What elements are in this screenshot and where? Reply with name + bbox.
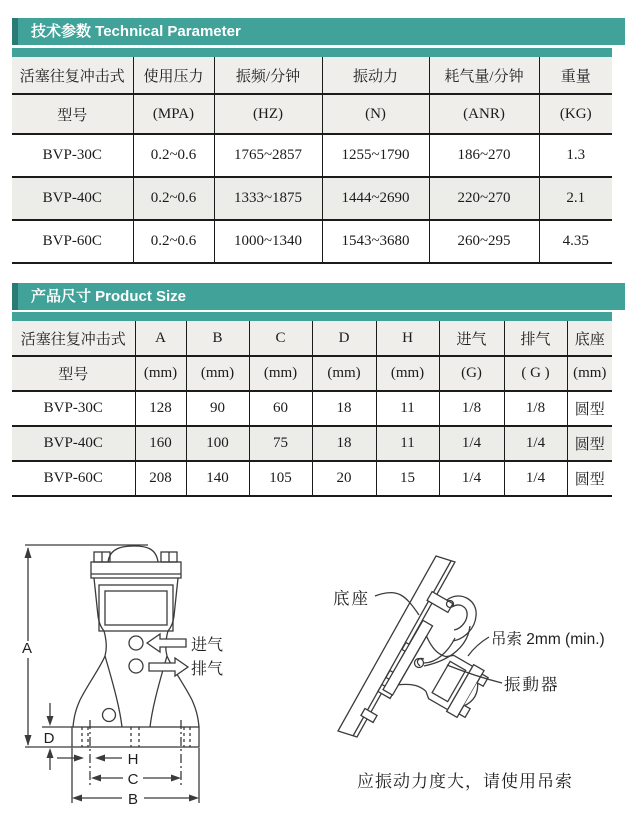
table-cell: 0.2~0.6 — [133, 134, 214, 177]
dim-b-label: B — [127, 791, 139, 808]
table-header-cell: (mm) — [312, 356, 376, 391]
table-header-cell: (G) — [439, 356, 504, 391]
table-cell: 105 — [249, 461, 312, 496]
table-row — [12, 220, 612, 263]
table-cell: 0.2~0.6 — [133, 177, 214, 220]
table-cell: 1000~1340 — [214, 220, 322, 263]
table-top-accent-strip — [12, 48, 612, 57]
table-cell: 0.2~0.6 — [133, 220, 214, 263]
exhaust-port — [129, 659, 143, 673]
table-cell: 1/8 — [439, 391, 504, 426]
table-header-cell: 排气 — [504, 321, 567, 356]
dim-a-label: A — [21, 640, 33, 657]
table-cell: 1.3 — [539, 134, 612, 177]
table-cell: 90 — [186, 391, 249, 426]
table-cell: 260~295 — [429, 220, 539, 263]
table-cell: 160 — [135, 426, 186, 461]
table-cell: 1/4 — [504, 426, 567, 461]
table-cell: 75 — [249, 426, 312, 461]
table-header-cell: (mm) — [567, 356, 612, 391]
table-cell: 圆型 — [567, 461, 612, 496]
table-cell: 圆型 — [567, 426, 612, 461]
table-row — [12, 177, 612, 220]
table-header-cell: H — [376, 321, 439, 356]
table-header-cell: 型号 — [12, 94, 133, 134]
table-cell: 100 — [186, 426, 249, 461]
table-cell: 11 — [376, 391, 439, 426]
table-header-cell: (mm) — [186, 356, 249, 391]
technical-parameter-table — [12, 57, 612, 264]
dim-h-label: H — [127, 751, 139, 768]
table-header-cell: 进气 — [439, 321, 504, 356]
base-label: 底座 — [333, 590, 370, 608]
table-cell: 1444~2690 — [322, 177, 429, 220]
table-cell: 140 — [186, 461, 249, 496]
table-header-cell: 重量 — [539, 57, 612, 94]
sling-leader-line — [468, 637, 489, 656]
dim-d-label: D — [43, 730, 55, 747]
table-cell: 186~270 — [429, 134, 539, 177]
table-header-cell: D — [312, 321, 376, 356]
table-header-cell: 活塞往复冲击式 — [12, 321, 135, 356]
table-header-cell: (KG) — [539, 94, 612, 134]
exhaust-arrow-icon — [149, 658, 188, 676]
table-cell: 18 — [312, 426, 376, 461]
table-cell: BVP-30C — [12, 391, 135, 426]
table-cell: 208 — [135, 461, 186, 496]
table-top-accent-strip — [12, 312, 612, 321]
table-cell: BVP-30C — [12, 134, 133, 177]
installation-drawing — [312, 535, 627, 821]
table-header-cell: 型号 — [12, 356, 135, 391]
table-header-cell: (mm) — [376, 356, 439, 391]
table-cell: 15 — [376, 461, 439, 496]
vibrator-window — [99, 585, 173, 631]
table-header-cell: 振动力 — [322, 57, 429, 94]
table-row — [12, 461, 612, 496]
table-header-cell: B — [186, 321, 249, 356]
table-cell: 1/8 — [504, 391, 567, 426]
table-header-cell: (mm) — [135, 356, 186, 391]
exhaust-label: 排气 — [191, 661, 224, 678]
dimension-drawing — [0, 535, 310, 821]
table-cell: BVP-60C — [12, 461, 135, 496]
base-plate — [338, 556, 455, 737]
table-row — [12, 391, 612, 426]
intake-port — [129, 636, 143, 650]
table-header-cell: C — [249, 321, 312, 356]
table-header-row — [12, 57, 612, 94]
table-header-cell: ( G ) — [504, 356, 567, 391]
table-cell: BVP-40C — [12, 426, 135, 461]
dim-c-label: C — [127, 771, 139, 788]
section-title-product-size: 产品尺寸 Product Size — [12, 283, 625, 310]
table-cell: 18 — [312, 391, 376, 426]
table-cell: 60 — [249, 391, 312, 426]
usage-caption: 应振动力度大，请使用吊索 — [357, 772, 573, 791]
table-cell: 4.35 — [539, 220, 612, 263]
table-cell: 20 — [312, 461, 376, 496]
table-header-cell: 使用压力 — [133, 57, 214, 94]
table-header-cell: 耗气量/分钟 — [429, 57, 539, 94]
vibrator-label: 振動器 — [504, 676, 560, 694]
table-header-cell: 振频/分钟 — [214, 57, 322, 94]
table-cell: BVP-40C — [12, 177, 133, 220]
table-cell: 1333~1875 — [214, 177, 322, 220]
sling-label: 吊索 2mm (min.) — [491, 631, 605, 648]
base-hole — [103, 709, 116, 722]
section-title-technical-parameter: 技术参数 Technical Parameter — [12, 18, 625, 45]
product-size-table — [12, 321, 612, 497]
table-header-cell: 活塞往复冲击式 — [12, 57, 133, 94]
table-header-cell: (ANR) — [429, 94, 539, 134]
table-header-cell: (MPA) — [133, 94, 214, 134]
table-row — [12, 134, 612, 177]
table-cell: 1/4 — [504, 461, 567, 496]
table-header-row — [12, 321, 612, 356]
table-cell: 2.1 — [539, 177, 612, 220]
vibrator-cap — [91, 562, 181, 578]
table-header-cell: (N) — [322, 94, 429, 134]
table-units-row — [12, 94, 612, 134]
intake-label: 进气 — [191, 637, 224, 654]
table-cell: 1255~1790 — [322, 134, 429, 177]
table-cell: 128 — [135, 391, 186, 426]
table-cell: 1/4 — [439, 461, 504, 496]
table-cell: 11 — [376, 426, 439, 461]
vibrator-flange — [72, 727, 199, 747]
table-header-cell: (mm) — [249, 356, 312, 391]
vibrator-dome — [108, 546, 158, 562]
table-cell: 1543~3680 — [322, 220, 429, 263]
table-cell: BVP-60C — [12, 220, 133, 263]
table-header-cell: (HZ) — [214, 94, 322, 134]
table-header-cell: A — [135, 321, 186, 356]
table-cell: 1/4 — [439, 426, 504, 461]
table-cell: 1765~2857 — [214, 134, 322, 177]
table-cell: 圆型 — [567, 391, 612, 426]
table-cell: 220~270 — [429, 177, 539, 220]
table-units-row — [12, 356, 612, 391]
table-header-cell: 底座 — [567, 321, 612, 356]
table-row — [12, 426, 612, 461]
